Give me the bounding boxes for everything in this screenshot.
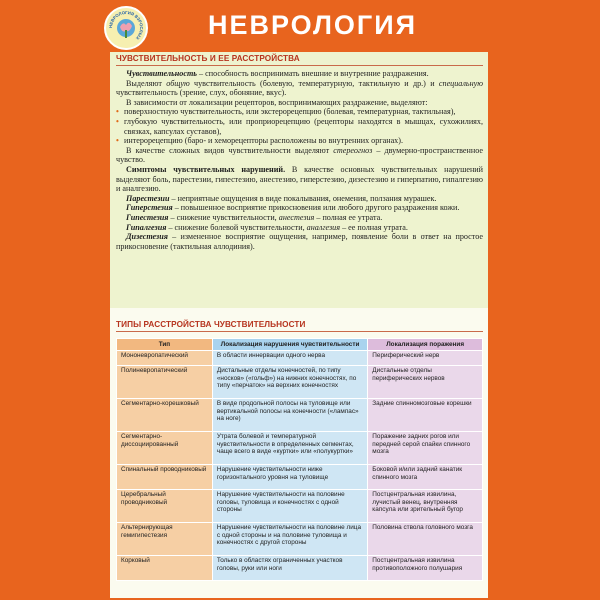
subheading: Симптомы чувствительных нарушений. [126,164,286,174]
table-row [117,351,483,366]
term: Гипестезия [126,212,169,222]
text: – ее полная утрата. [340,222,408,232]
emphasis: стереогноз [333,145,373,155]
table-header-row [117,339,483,351]
brain-logo-icon [106,8,146,48]
table-row [117,366,483,399]
table-row [117,556,483,581]
paragraph [116,165,483,194]
text: чувствительность (зрение, слух, обоняние, вкус). [116,88,287,98]
definition [116,223,483,233]
emphasis: общую [166,78,190,88]
table-cell: Постцентральная извилина противоположного полушария [368,556,483,581]
table-row [117,399,483,432]
table-cell: Утрата болевой и температурной чувствительности в определенных сегментах, чаще всего в виде «куртки» или «полукуртки» [212,432,367,465]
column-header: Тип [117,339,213,351]
table-cell: Нарушение чувствительности на половине головы, туловища и конечностях с одной стороны [212,490,367,523]
emphasis: анестезия [278,212,315,222]
term: Дизестезия [126,232,168,242]
emphasis: специальную [438,78,483,88]
table-cell: В виде продольной полосы на туловище или вертикальной полосы на конечности («лампас» на ноге) [212,399,367,432]
table-cell: Корковый [117,556,213,581]
header [0,0,600,52]
table-cell: Сегментарно-корешковый [117,399,213,432]
definition [116,194,483,204]
list-item: • глубокую чувствительность, или проприорецепцию (рецепторы находятся в мышцах, сухожилиях, связках, капсулах суставов), [116,117,483,136]
section-text [116,69,483,251]
logo [104,6,148,50]
table-cell: В области иннервации одного нерва [212,351,367,366]
term: Чувствительность [126,69,197,78]
table-row [117,523,483,556]
list-item: • поверхностную чувствительность, или экстерорецепцию (болевая, температурная, тактильная), [116,107,483,117]
table-cell: Альтернирующая гемигипестезия [117,523,213,556]
text: – полная ее утрата. [314,212,383,222]
text: В качестве основных чувствительных нарушений выделяют боль, парестезии, гипестезию, анестезию, гиперстезию, дизестезию и гиперпатию, гипалгезию и аналгезию. [116,164,483,194]
sensitivity-section [110,52,488,308]
paragraph [116,146,483,165]
term: Гипалгезия [126,222,167,232]
table-row [117,432,483,465]
table-cell: Нарушение чувствительности на половине лица с одной стороны и на половине туловища и конечностях с другой стороны [212,523,367,556]
paragraph [116,69,483,79]
table-cell: Полиневропатический [117,366,213,399]
text: – двумерно-пространственное чувство. [116,145,483,165]
table-cell: Задние спинномозговые корешки [368,399,483,432]
table-cell: Нарушение чувствительности ниже горизонтального уровня на туловище [212,465,367,490]
table-cell: Сегментарно-диссоциированный [117,432,213,465]
paragraph: В зависимости от локализации рецепторов, воспринимающих раздражение, выделяют: [126,97,428,107]
paragraph [116,79,483,98]
term: Парестезии [126,193,170,203]
section-title: ЧУВСТВИТЕЛЬНОСТЬ И ЕЕ РАССТРОЙСТВА [116,54,300,63]
definition [116,213,483,223]
text: – снижение болевой чувствительности, [166,222,307,232]
table-cell: Периферический нерв [368,351,483,366]
receptor-list [116,107,483,145]
table-cell: Половина ствола головного мозга [368,523,483,556]
types-section [110,316,488,598]
text: – снижение чувствительности, [168,212,279,222]
divider [116,65,483,66]
term: Гиперстезия [126,203,173,213]
types-table [116,338,483,581]
text: – повышенное восприятие прикосновения или любого другого раздражения кожи. [172,203,460,213]
text: чувствительность (болевую, температурную, тактильную и др.) и [189,78,439,88]
content-panel [110,52,488,598]
table-cell: Поражение задних рогов или передней серой спайки спинного мозга [368,432,483,465]
column-header: Локализация поражения [368,339,483,351]
table-row [117,490,483,523]
page-title: НЕВРОЛОГИЯ [208,10,418,40]
table-cell: Дистальные отделы периферических нервов [368,366,483,399]
column-header: Локализация нарушения чувствительности [212,339,367,351]
logo-text: НЕВРОЛОГИЯ ВЗРОСЛЫХ [107,9,145,41]
table-cell: Только в областях ограниченных участков головы, руки или ноги [212,556,367,581]
list-item: • интерорецепцию (баро- и хеморецепторы расположены во внутренних органах). [116,136,483,146]
text: – способность воспринимать внешние и внутренние раздражения. [197,69,429,78]
divider [116,331,483,332]
table-cell: Дистальные отделы конечностей, по типу «носков» («гольф») на нижних конечностях, по типу «перчаток» на верхних конечностях [212,366,367,399]
definition [116,203,483,213]
section-title: ТИПЫ РАССТРОЙСТВА ЧУВСТВИТЕЛЬНОСТИ [116,320,306,329]
text: – измененное восприятие ощущения, например, появление боли в ответ на простое прикосновение (тактильная аллодиния). [116,232,483,251]
table-cell: Мононевропатический [117,351,213,366]
text: В качестве сложных видов чувствительности выделяют [126,145,334,155]
table-cell: Церебральный проводниковый [117,490,213,523]
emphasis: аналгезия [306,222,341,232]
table-cell: Постцентральная извилина, лучистый венец, внутренняя капсула или зрительный бугор [368,490,483,523]
text: Выделяют [126,78,167,88]
text: – неприятные ощущения в виде покалывания, онемения, ползания мурашек. [169,193,437,203]
definition [116,232,483,251]
table-row [117,465,483,490]
table-cell: Спинальный проводниковый [117,465,213,490]
table-cell: Боковой и/или задний канатик спинного мозга [368,465,483,490]
